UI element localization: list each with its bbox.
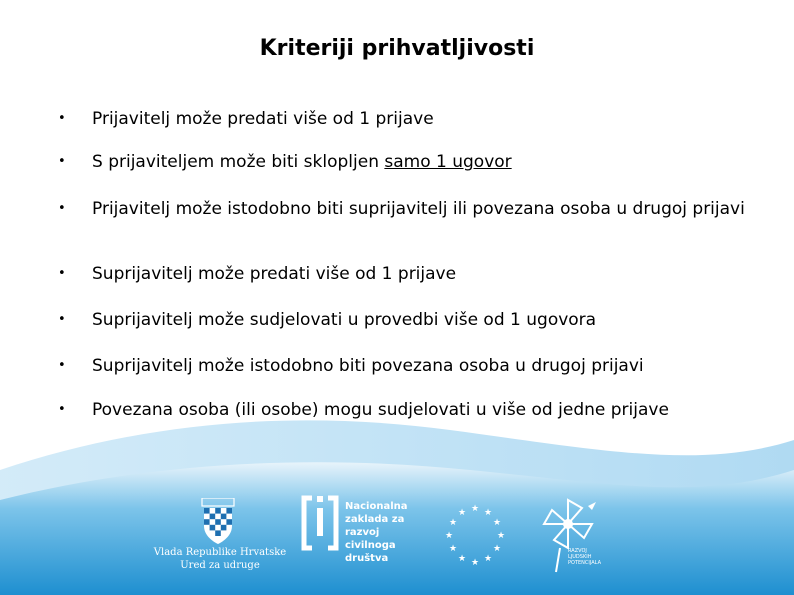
list-item — [58, 309, 758, 331]
svg-text:★: ★ — [492, 544, 502, 554]
list-item — [58, 198, 758, 220]
svg-text:★: ★ — [492, 518, 502, 528]
bullet-icon: • — [58, 201, 66, 216]
nz-logo-line: zaklada za — [345, 514, 405, 525]
bullet-icon: • — [58, 266, 66, 281]
bullet-icon: • — [58, 402, 66, 417]
eu-stars-icon — [442, 502, 508, 568]
svg-text:★: ★ — [444, 531, 454, 541]
svg-text:★: ★ — [483, 554, 493, 564]
gov-logo-text — [150, 546, 290, 572]
list-item-text — [92, 151, 752, 173]
bullet-icon: • — [58, 154, 66, 169]
svg-text:★: ★ — [448, 544, 458, 554]
bullet-icon: • — [58, 111, 66, 126]
gov-logo-line2: Ured za udruge — [180, 560, 260, 571]
rlp-logo-line: RAZVOJ — [568, 548, 587, 554]
svg-text:★: ★ — [457, 508, 467, 518]
list-item-text: Suprijavitelj može predati više od 1 prijave — [92, 264, 457, 284]
rlp-logo-text — [568, 548, 618, 566]
nz-logo-line: Nacionalna — [345, 501, 408, 512]
svg-text:★: ★ — [496, 531, 506, 541]
list-item — [58, 108, 758, 130]
svg-text:★: ★ — [448, 518, 458, 528]
bullet-icon: • — [58, 312, 66, 327]
list-item-text: Prijavitelj može istodobno biti suprijavitelj ili povezana osoba u drugoj prijavi — [92, 199, 745, 219]
nz-logo-line: društva — [345, 553, 389, 564]
nz-logo-line: razvoj — [345, 527, 380, 538]
list-item — [58, 263, 758, 285]
list-item — [58, 151, 758, 173]
page-title: Kriteriji prihvatljivosti — [259, 36, 535, 61]
list-item-text-underlined: samo 1 ugovor — [384, 152, 512, 172]
svg-text:★: ★ — [483, 508, 493, 518]
list-item-text: Suprijavitelj može istodobno biti povezana osoba u drugoj prijavi — [92, 356, 644, 376]
svg-text:★: ★ — [457, 554, 467, 564]
list-item-text: Prijavitelj može predati više od 1 prijave — [92, 109, 434, 129]
list-item-text-plain: S prijaviteljem može biti sklopljen — [92, 152, 385, 172]
nz-logo-line: civilnoga — [345, 540, 396, 551]
rlp-logo-line: LJUDSKIH — [568, 554, 592, 560]
svg-text:★: ★ — [470, 558, 480, 568]
svg-text:★: ★ — [470, 504, 480, 514]
gov-logo-line1: Vlada Republike Hrvatske — [153, 547, 287, 558]
bullet-icon: • — [58, 358, 66, 373]
nz-logo-text — [345, 500, 425, 565]
rlp-logo-line: POTENCIJALA — [568, 560, 601, 566]
list-item-text: Povezana osoba (ili osobe) mogu sudjelovati u više od jedne prijave — [92, 400, 669, 420]
list-item — [58, 355, 758, 377]
footer-logos — [0, 488, 794, 588]
list-item-text: Suprijavitelj može sudjelovati u provedbi više od 1 ugovora — [92, 310, 597, 330]
croatian-coat-of-arms-icon — [198, 498, 238, 548]
bracket-logo-icon — [300, 492, 340, 554]
list-item — [58, 399, 758, 421]
